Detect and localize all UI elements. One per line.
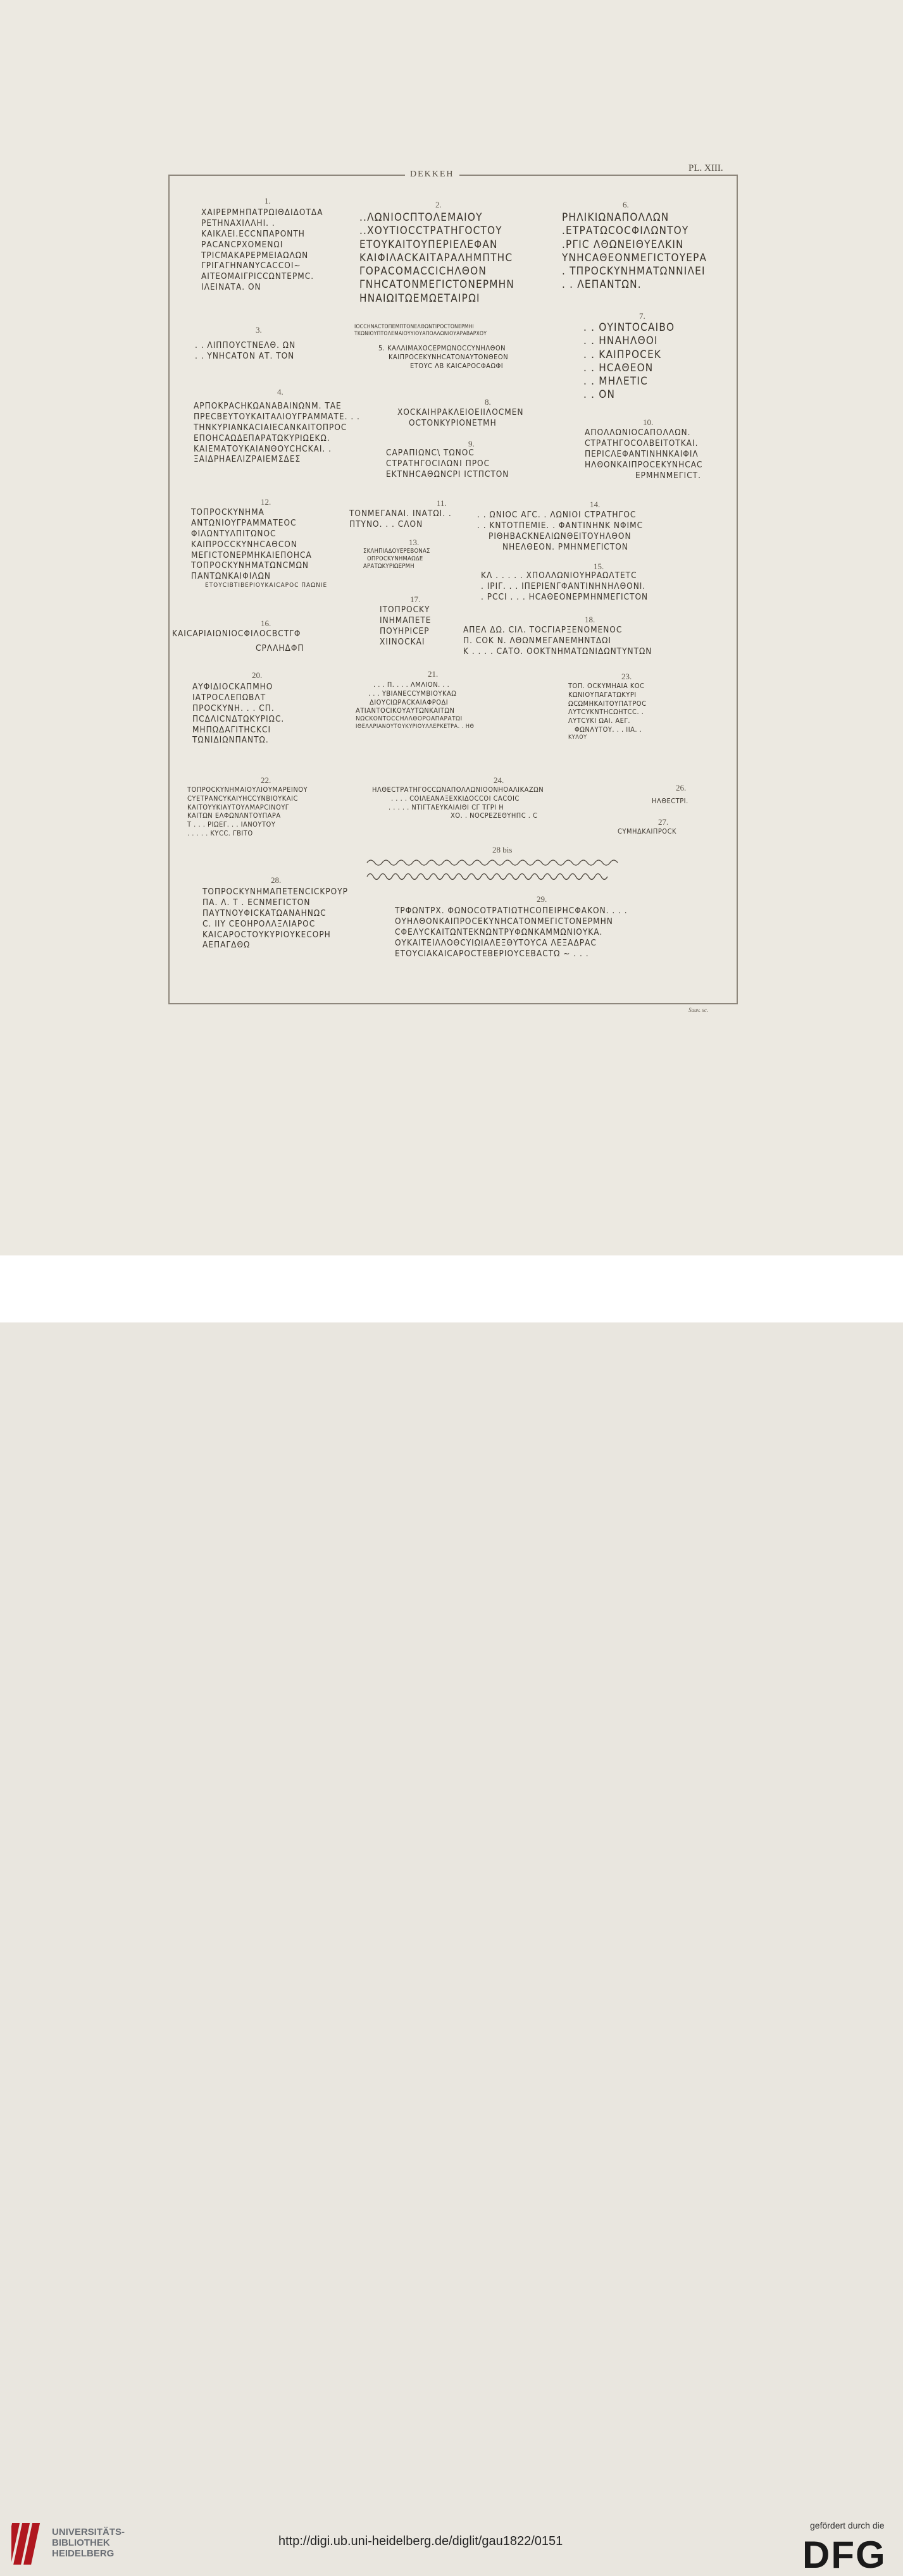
inscription-line: ΚΑΙΤΩΝ ΕΛΦΩΝΛΝΤΟΥΠΑΡΑ bbox=[187, 811, 281, 820]
inscription-number: 2. bbox=[435, 200, 442, 209]
inscription-line: ΑΠΕΛ ΔΩ. CΙΛ. ΤΟCΓΙΑΡΞΕΝΟΜΕΝΟC bbox=[463, 625, 623, 635]
inscription-line: ΙΝΗΜΑΠΕΤΕ bbox=[380, 615, 432, 626]
inscription-24 bbox=[372, 786, 544, 820]
inscription-line: ΕΤΟΥCΙΑΚΑΙCΑΡΟCΤΕΒΕΡΙΟΥCΕΒΑCΤΩ ~ . . . bbox=[395, 948, 589, 959]
inscription-line: . . ΗCΑΘΕΟΝ bbox=[583, 361, 654, 374]
inscription-line: ΙΑΤΡΟCΛΕΠΩΒΛΤ bbox=[192, 692, 266, 703]
inscription-line: ΤΡΙCΜΑΚΑΡΕΡΜΕΙΑΩΛΩΝ bbox=[201, 250, 309, 261]
inscription-line: . . ΩΝΙΟC ΑΓC. . ΛΩΝΙΟΙ CΤΡΑΤΗΓΟC bbox=[477, 510, 637, 520]
inscription-number: 26. bbox=[676, 783, 687, 792]
inscription-23 bbox=[568, 682, 647, 741]
inscription-line: ΠΟΥΗΡΙCΕΡ bbox=[380, 626, 430, 636]
inscription-line: CΥΕΤΡΑΝCΥΚΑΙΥΗCCΥΝΒΙΟΥΚΑΙC bbox=[187, 794, 298, 803]
inscription-17 bbox=[380, 605, 431, 648]
inscription-line: ΓΝΗCΑΤΟΝΜΕΓΙCΤΟΝΕΡΜΗΝ bbox=[359, 278, 515, 292]
inscription-1 bbox=[201, 207, 323, 293]
inscription-line: ΠCΔΛΙCΝΔΤΩΚΥΡΙΩC. bbox=[192, 713, 285, 724]
inscription-number: 27. bbox=[658, 817, 669, 827]
dfg-logo: DFG bbox=[802, 2534, 887, 2576]
demotic-line-1 bbox=[367, 860, 618, 865]
inscription-line: . ΤΠΡΟCΚΥΝΗΜΑΤΩΝΝΙΛΕΙ bbox=[562, 265, 706, 278]
inscription-number: 11. bbox=[437, 498, 447, 508]
inscription-number: 21. bbox=[428, 669, 439, 679]
inscription-line: ΚΑΙCΑΡΙΑΙΩΝΙΟCΦΙΛΟCΒCΤΓΦ bbox=[172, 629, 301, 639]
inscription-line: ΗΛΘΕCΤΡΙ. bbox=[652, 797, 688, 805]
inscription-line: ΑΡΠΟΚΡΑCΗΚΩΑΝΑΒΑΙΝΩΝΜ. ΤΑΕ bbox=[194, 401, 342, 411]
inscription-line: ΕΤΟΥΚΑΙΤΟΥΠΕΡΙΕΛΕΦΑΝ bbox=[359, 238, 498, 251]
inscription-line: ΡΗΛΙΚΙΩΝΑΠΟΛΛΩΝ bbox=[562, 211, 669, 224]
inscription-line: ΞΑΙΔΡΗΑΕΛΙΖΡΑΙΕΜΣΔΕΣ bbox=[194, 454, 301, 465]
inscription-line: ΓΟΡΑCΟΜΑCCΙCΗΛΘΟΝ bbox=[359, 265, 487, 278]
inscription-line: ΧΙΙΝΟCΚΑΙ bbox=[380, 636, 425, 647]
inscription-line: ΜΕΓΙCΤΟΝΕΡΜΗΚΑΙΕΠΟΗCΑ bbox=[191, 550, 312, 560]
inscription-line: . . ΚΝΤΟΤΠΕΜΙΕ. . ΦΑΝΤΙΝΗΝΚ ΝΦΙΜC bbox=[477, 520, 644, 531]
inscription-line: ΠΕΡΙCΛΕΦΑΝΤΙΝΗΝΚΑΙΦΙΛ bbox=[585, 448, 699, 459]
inscription-number: 4. bbox=[277, 387, 283, 397]
inscription-line: ΑΡΑΤΩΚΥΡΙΩΕΡΜΗ bbox=[363, 562, 414, 570]
inscription-line: . . . . . ΝΤΙΓΤΑΕΥΚΑΙΑΙΘΙ CΓ ΤΓΡΙ Η bbox=[389, 803, 504, 811]
inscription-line: . . ΟΝ bbox=[583, 388, 616, 402]
inscription-line: ΛΥΤCΥΚΙ ΩΑΙ. ΑΕΓ. bbox=[568, 717, 631, 725]
inscription-line: . . ΜΗΛΕΤΙC bbox=[583, 375, 648, 388]
inscription-line: . . . ΥΒΙΑΝΕCCΥΜΒΙΟΥΚΑΩ bbox=[368, 689, 457, 698]
inscription-line: ΕΚΤΝΗCΑΘΩΝCΡΙ ΙCΤΠCΤΟΝ bbox=[386, 469, 509, 479]
inscription-line: ΑΙΤΕΟΜΑΙΓΡΙCCΩΝΤΕΡΜC. bbox=[201, 271, 314, 282]
inscription-line: CΑΡΑΠΙΩΝC\ ΤΩΝΟC bbox=[386, 448, 475, 458]
inscription-15 bbox=[481, 570, 648, 603]
inscription-line: ΤΟΠ. ΟCΚΥΜΗΑΙΑ ΚΟC bbox=[568, 682, 645, 690]
inscription-line: ΙΘΕΛΛΡΙΑΝΟΥΤΟΥΚΥΡΙΟΥΛΛΕΡΚΕΤΡΑ. . ΗΘ bbox=[356, 723, 475, 730]
inscription-line: ΤΟΠΡΟCΚΥΝΗΜΑΤΩΝCΜΩΝ bbox=[191, 560, 309, 571]
inscription-11 bbox=[349, 508, 452, 530]
inscription-line: ΟΠΡΟCΚΥΝΗΜΑΩΔΕ bbox=[367, 555, 423, 562]
inscription-line: ΛΥΤCΥΚΝΤΗCΩΗΤCC. . bbox=[568, 708, 644, 717]
inscription-line: ΙΛΕΙΝΑΤΑ. ΟΝ bbox=[201, 282, 261, 293]
inscription-number: 10. bbox=[643, 417, 654, 427]
inscription-line: ΣΚΛΗΠΙΑΔΟΥΕΡΕΒΟΝΑΣ bbox=[363, 548, 430, 555]
inscription-line: ΑΥΦΙΔΙΟCΚΑΠΜΗΟ bbox=[192, 682, 273, 692]
inscription-line: ΤΩΝΙΔΙΩΝΠΑΝΤΩ. bbox=[192, 735, 269, 746]
inscription-line: ΚΑΙΦΙΛΑCΚΑΙΤΑΡΑΛΗΜΠΤΗC bbox=[359, 251, 513, 264]
sponsor-caption: gefördert durch die bbox=[810, 2520, 885, 2530]
inscription-line: ΚΑΛΛΙΜΑΧΟCΕΡΜΩΝΟCCΥΝΗΛΘΟΝ bbox=[387, 344, 506, 352]
inscription-number: 16. bbox=[261, 619, 271, 628]
inscription-line: ΚΑΙΤΟΥΥΚΙΑΥΤΟΥΛΜΑΡCΙΝΟΥΓ bbox=[187, 803, 289, 811]
inscription-6 bbox=[562, 211, 707, 292]
inscription-line: ΤΟΠΡΟCΚΥΝΗΜΑΠΕΤΕΝCΙCΚΡΟΥΡ bbox=[202, 887, 348, 897]
inscription-line: ΟΥΗΛΘΟΝΚΑΙΠΡΟCΕΚΥΝΗCΑΤΟΝΜΕΓΙCΤΟΝΕΡΜΗΝ bbox=[395, 916, 613, 927]
inscription-line: ΗΛΘΟΝΚΑΙΠΡΟCΕΚΥΝΗCΑC bbox=[585, 459, 703, 470]
inscription-line: ΧΑΙΡΕΡΜΗΠΑΤΡΩΙΘΔΙΔΟΤΔΑ bbox=[201, 207, 323, 218]
plate-number: PL. XIII. bbox=[688, 163, 723, 173]
inscription-line: ΠΑΥΤΝΟΥΦΙCΚΑΤΩΑΝΑΗΝΩC bbox=[202, 908, 327, 918]
inscription-line: ΤΟΠΡΟCΚΥΝΗΜΑ bbox=[191, 507, 265, 517]
inscription-line: ΠΑ. Λ. Τ . ΕCΝΜΕΓΙCΤΟΝ bbox=[202, 897, 311, 908]
inscription-number: 3. bbox=[256, 325, 262, 335]
inscription-line: ΜΗΠΩΔΑΓΙΤΗCΚCΙ bbox=[192, 724, 271, 735]
heidelberg-library-logo-icon bbox=[11, 2520, 43, 2567]
institution-name bbox=[52, 2527, 125, 2559]
inscription-line: ΚΑΙΕΜΑΤΟΥΚΑΙΑΝΘΟΥCΗCΚΑΙ. . bbox=[194, 443, 332, 454]
inscription-22 bbox=[187, 786, 308, 838]
inscription-8 bbox=[397, 407, 523, 429]
inscription-line: Τ . . . ΡΙΩΕΓ. . . ΙΑΝΟΥΤΟΥ bbox=[187, 820, 276, 829]
inscription-line: ΓΡΙΓΑΓΗΝΑΝΥCΑCCΟΙ~ bbox=[201, 261, 301, 271]
inscription-line: ΝΩCΚΟΝΤΟCCΗΛΛΘΟΡΟΑΠΑΡΑΤΩΙ bbox=[356, 715, 463, 722]
inscription-line: . . ΛΙΠΠΟΥCΤΝΕΛΘ. ΩΝ bbox=[195, 340, 296, 350]
inscription-line: ΤΟΠΡΟCΚΥΝΗΜΑΙΟΥΛΙΟΥΜΑΡΕΙΝΟΥ bbox=[187, 786, 308, 794]
inscription-line: ΚΑΙΚΛΕΙ.ΕCCΝΠΑΡΟΝΤΗ bbox=[201, 228, 305, 239]
inscription-number: 17. bbox=[410, 595, 421, 604]
inscription-20 bbox=[192, 682, 284, 746]
inscription-line: ΑΠΟΛΛΩΝΙΟCΑΠΟΛΛΩΝ. bbox=[585, 428, 691, 438]
inscription-line: CΡΛΛΗΔΦΠ bbox=[256, 643, 304, 653]
inscription-number: 8. bbox=[485, 397, 491, 407]
inscription-number: 7. bbox=[639, 311, 645, 321]
inscription-line: . . . . . ΚΥCC. ΓΒΙΤΟ bbox=[187, 829, 253, 837]
permalink-url[interactable]: http://digi.ub.uni-heidelberg.de/diglit/gau1822/0151 bbox=[278, 2534, 563, 2548]
inscription-line: . . ΗΝΑΗΛΘΟΙ bbox=[583, 335, 658, 348]
inscription-line: ΧΟCΚΑΙΗΡΑΚΛΕΙΟΕΙΙΛΟCΜΕΝ bbox=[397, 407, 524, 417]
inscription-line: . . . Π. . . . ΛΜΛΙΟΝ. . . bbox=[373, 681, 450, 689]
inscription-line: . . ΥΝΗCΑΤΟΝ ΑΤ. ΤΟΝ bbox=[195, 350, 295, 361]
inscription-number: 6. bbox=[623, 200, 629, 209]
inscription-13 bbox=[363, 548, 430, 570]
inscription-number: 23. bbox=[621, 672, 632, 681]
demotic-line-2 bbox=[367, 874, 607, 880]
inscription-number: 28. bbox=[271, 875, 282, 885]
inscription-4 bbox=[194, 401, 360, 465]
inscription-line: CΤΡΑΤΗΓΟCΙΛΩΝΙ ΠΡΟC bbox=[386, 458, 490, 469]
inscription-line: ΤΡΦΩΝΤΡΧ. ΦΩΝΟCΟΤΡΑΤΙΩΤΗCΟΠΕΙΡΗCΦΑΚΟΝ. . . . bbox=[395, 906, 628, 916]
inscription-line: ΝΗΕΛΘΕΟΝ. ΡΜΗΝΜΕΓΙCΤΟΝ bbox=[502, 541, 628, 552]
inscription-line: ΕΡΜΗΝΜΕΓΙCΤ. bbox=[635, 470, 701, 481]
inscription-line: CΦΕΛΥCΚΑΙΤΩΝΤΕΚΝΩΝΤΡΥΦΩΝΚΑΜΜΩΝΙΟΥΚΑ. bbox=[395, 927, 603, 937]
inscription-line: ΕΠΟΗCΑΩΔΕΠΑΡΑΤΩΚΥΡΙΩΕΚΩ. bbox=[194, 433, 330, 443]
inscription-line: ΩCΩΜΗΚΑΙΤΟΥΠΑΤΡΟC bbox=[568, 699, 647, 708]
inscription-line: ΑΤΙΑΝΤΟCΙΚΟΥΑΥΤΩΝΚΑΙΤΩΝ bbox=[356, 706, 455, 715]
inscription-line: . . ΛΕΠΑΝΤΩΝ. bbox=[562, 278, 642, 292]
inscription-line: ΤΟΝΜΕΓΑΝΑΙ. ΙΝΑΤΩΙ. . bbox=[349, 508, 452, 519]
inscription-line: ΗΛΘΕCΤΡΑΤΗΓΟCCΩΝΑΠΟΛΛΩΝΙΟΟΝΗΟΑΛΙΚΑΖΩΝ bbox=[372, 786, 544, 794]
inscription-line: ΠΤΥΝΟ. . . CΛΟΝ bbox=[349, 519, 423, 529]
inscription-line: ΟCΤΟΝΚΥΡΙΟΝΕΤΜΗ bbox=[409, 417, 497, 428]
inscription-line: ΚΛ . . . . . ΧΠΟΛΛΩΝΙΟΥΗΡΑΩΛΤΕΤC bbox=[481, 570, 637, 581]
inscription-line: . ΙΡΙΓ. . . ΙΠΕΡΙΕΝΓΦΑΝΤΙΝΗΝΗΛΘΟΝΙ. bbox=[481, 581, 646, 591]
inscription-line: ΡΑCΑΝCΡΧΟΜΕΝΩΙ bbox=[201, 239, 283, 250]
inscription-21 bbox=[356, 681, 474, 730]
inscription-27 bbox=[618, 827, 676, 836]
inscription-line: ΡΕΤΗΝΑΧΙΛΛΗΙ. . bbox=[201, 218, 275, 228]
inscription-9 bbox=[386, 448, 509, 480]
inscription-line: ΕΤΟΥCΙΒΤΙΒΕΡΙΟΥΚΑΙCΑΡΟC ΠΑΩΝΙΕ bbox=[205, 582, 328, 589]
inscription-line: ΧΟ. . ΝΟCΡΕΖΕΘΥΗΠC . C bbox=[451, 811, 538, 820]
inscription-line: . . . . CΟΙΛΕΑΝΑΞΕΧΚΙΔΟCCΟΙ CΑCΟΙC bbox=[391, 794, 520, 803]
inscription-number: 18. bbox=[585, 615, 595, 624]
inscription-line: ΙΤΟΠΡΟCΚΥ bbox=[380, 605, 430, 615]
inscription-line: CΥΜΗΔΚΑΙΠΡΟCΚ bbox=[618, 827, 676, 835]
inscription-line: ΚΑΙCΑΡΟCΤΟΥΚΥΡΙΟΥΚΕCΟΡΗ bbox=[202, 929, 331, 940]
inscription-line: . . ΟΥΙΝΤΟCΑΙΒΟ bbox=[583, 321, 675, 334]
footer-bar bbox=[0, 1255, 903, 2576]
inscription-line: Κ . . . . CΑΤΟ. ΟΟΚΤΝΗΜΑΤΩΝΙΔΩΝΤΥΝΤΩΝ bbox=[463, 646, 652, 656]
inscription-line: ΦΙΛΩΝΤΥΛΠΙΤΩΝΟC bbox=[191, 528, 277, 539]
inscription-line: ..ΛΩΝΙΟCΠΤΟΛΕΜΑΙΟΥ bbox=[359, 211, 483, 224]
inscription-line: ΠΡΟCΚΥΝΗ. . . CΠ. bbox=[192, 703, 275, 713]
inscription-number: 22. bbox=[261, 775, 271, 785]
inscription-5 bbox=[378, 344, 508, 370]
institution-line: BIBLIOTHEK bbox=[52, 2537, 110, 2548]
inscription-number: 14. bbox=[590, 500, 601, 509]
plate-paper bbox=[0, 0, 903, 1255]
inscription-line: ΠΡΕCΒΕΥΤΟΥΚΑΙΤΑΛΙΟΥΓΡΑΜΜΑΤΕ. . . bbox=[194, 411, 360, 422]
inscription-number: 20. bbox=[252, 670, 263, 680]
inscription-line: ΤΗΝΚΥΡΙΑΝΚΑCΙΑΙΕCΑΝΚΑΙΤΟΠΡΟC bbox=[194, 422, 347, 433]
inscription-line: . ΡCCΙ . . . ΗCΑΘΕΟΝΕΡΜΗΝΜΕΓΙCΤΟΝ bbox=[481, 591, 649, 602]
inscription-line: ΟΥΚΑΙΤΕΙΛΛΟΘCΥΙΩΙΑΛΕΞΘΥΤΟΥCΑ ΛΕΞΑΔΡΑC bbox=[395, 937, 597, 948]
inscription-12 bbox=[191, 507, 327, 590]
plate-title: DEKKEH bbox=[405, 169, 459, 180]
inscription-26 bbox=[652, 797, 688, 806]
engraver-signature: Sauv. sc. bbox=[688, 1007, 709, 1013]
inscription-line: ΑΕΠΑΓΔΘΩ bbox=[202, 940, 251, 951]
inscription-number: 28 bis bbox=[492, 845, 513, 854]
inscription-line: ΚΑΙΠΡΟCCΚΥΝΗCΑΘCΟΝ bbox=[191, 539, 297, 550]
inscription-line: .ΡΓΙC ΛΘΩΝΕΙΘΥΕΛΚΙΝ bbox=[562, 238, 684, 251]
inscription-29 bbox=[395, 906, 628, 959]
inscription-line: . . ΚΑΙΠΡΟCΕΚ bbox=[583, 348, 662, 361]
inscription-number: 29. bbox=[537, 894, 547, 904]
inscription-line: ΠΑΝΤΩΝΚΑΙΦΙΛΩΝ bbox=[191, 571, 271, 582]
inscription-14 bbox=[477, 510, 643, 553]
inscription-line: ΚΑΙΠΡΟCΕΚΥΝΗCΑΤΟΝΑΥΤΟΝΘΕΟΝ bbox=[389, 352, 509, 361]
inscription-line: C. ΙΙΥ CΕΟΗΡΟΛΛΞΛΙΑΡΟC bbox=[202, 918, 316, 929]
inscription-10 bbox=[585, 428, 703, 481]
inscription-line: CΤΡΑΤΗΓΟCΟΛΒΕΙΤΟΤΚΑΙ. bbox=[585, 438, 699, 448]
inscription-number: 1. bbox=[265, 196, 271, 206]
inscription-line: Π. COK Ν. ΛΘΩΝΜΕΓΑΝΕΜΗΝΤΔΩΙ bbox=[463, 635, 611, 646]
inscription-line: ΚΩΝΙΟΥΠΑΓΑΤΩΚΥΡΙ bbox=[568, 690, 637, 699]
inscription-line: ΡΙΘΗΒΑCΚΝΕΛΙΩΝΘΕΙΤΟΥΗΛΘΟΝ bbox=[489, 531, 632, 541]
inscription-line: ..ΧΟΥΤΙΟCCΤΡΑΤΗΓΟCΤΟΥ bbox=[359, 225, 502, 238]
inscription-18 bbox=[463, 625, 652, 657]
inscription-7 bbox=[583, 321, 675, 402]
inscription-number: 5. bbox=[378, 344, 385, 352]
inscription-line: ΔΙΟΥCΙΩΡΑCΚΑΙΑΦΡΟΔΙ bbox=[370, 698, 449, 706]
inscription-line: ΚΥΛΟΥ bbox=[568, 734, 587, 741]
inscription-number: 13. bbox=[409, 538, 420, 547]
inscription-line: ΗΝΑΙΩΙΤΩΕΜΩΕΤΑΙΡΩΙ bbox=[359, 292, 480, 305]
inscription-number: 9. bbox=[468, 439, 475, 448]
inscription-2 bbox=[359, 211, 514, 305]
inscription-line: ΥΝΗCΑΘΕΟΝΜΕΓΙCΤΟΥΕΡΑ bbox=[562, 251, 707, 264]
inscription-line: ΑΝΤΩΝΙΟΥΓΡΑΜΜΑΤΕΟC bbox=[191, 517, 297, 528]
inscription-28 bbox=[202, 887, 348, 951]
inscription-number: 12. bbox=[261, 497, 271, 507]
institution-line: HEIDELBERG bbox=[52, 2548, 115, 2559]
inscription-line: ΕΤΟΥC ΛΒ ΚΑΙCΑΡΟCΦΑΩΦΙ bbox=[410, 361, 504, 370]
inscription-16 bbox=[172, 629, 304, 654]
demotic-inscription bbox=[366, 856, 632, 883]
inscription-line: ΦΩΝΛΥΤΟΥ. . . ΙΙΑ. . bbox=[575, 725, 642, 734]
inscription-number: 24. bbox=[494, 775, 504, 785]
inscription-line: ΤΚΩΝΙΟΥΠΤΟΛΕΜΑΙΟΥΥΙΟΥΑΠΟΛΛΩΝΙΟΥΑΡΑΒΑΡΧΟΥ bbox=[354, 330, 487, 337]
inscription-3 bbox=[195, 340, 296, 362]
inscription-number: 15. bbox=[594, 562, 604, 571]
inscription-line: .ΕΤΡΑΤΩCΟCΦΙΛΩΝΤΟΥ bbox=[562, 225, 689, 238]
inscription-line: ΙΟCCΗΝΑCΤΟΠΕΜΠΤΟΝΕΛΘΩΝΤΙΡΟCΤΟΝΕΡΜΗΙ bbox=[354, 324, 475, 330]
institution-line: UNIVERSITÄTS- bbox=[52, 2527, 125, 2537]
inscription-2-addendum bbox=[354, 324, 487, 337]
